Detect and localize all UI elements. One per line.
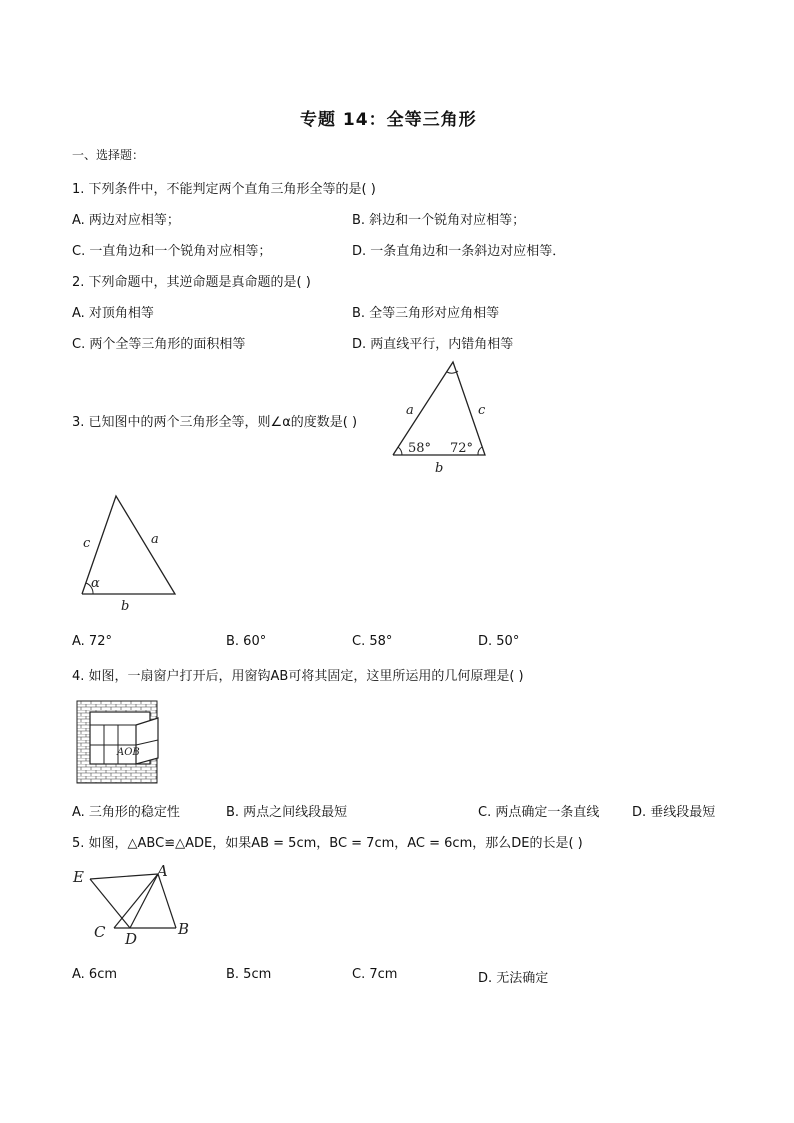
question-1-option-a[interactable]: A. 两边对应相等； — [72, 213, 180, 228]
question-3-option-d[interactable]: D. 50° — [478, 634, 520, 649]
triangle-2-label-a: a — [151, 532, 159, 547]
point-B-label: B — [178, 920, 190, 938]
question-4-option-b[interactable]: B. 两点之间线段最短 — [226, 805, 348, 820]
triangle-figure-2 — [76, 490, 182, 614]
question-5-option-a[interactable]: A. 6cm — [72, 967, 118, 982]
triangle-1-angle-72: 72° — [450, 441, 474, 456]
question-5-option-d[interactable]: D. 无法确定 — [478, 971, 549, 986]
point-E-label: E — [73, 868, 84, 886]
point-C-label: C — [94, 923, 106, 941]
segment-AD — [130, 874, 158, 928]
segment-AC — [114, 874, 158, 928]
segment-ED — [90, 879, 130, 928]
question-5-option-c[interactable]: C. 7cm — [352, 967, 398, 982]
question-5-stem: 5. 如图，△ABC≌△ADE，如果AB = 5cm，BC = 7cm，AC = 6cm，那么DE的长是( ) — [72, 836, 583, 851]
question-3-option-c[interactable]: C. 58° — [352, 634, 393, 649]
segment-AB — [158, 874, 176, 928]
page-title: 专题 14：全等三角形 — [300, 110, 477, 130]
question-3-stem: 3. 已知图中的两个三角形全等，则∠α的度数是( ) — [72, 415, 358, 430]
congruent-triangles-figure — [72, 862, 196, 948]
question-2-option-c[interactable]: C. 两个全等三角形的面积相等 — [72, 337, 246, 352]
question-1-option-d[interactable]: D. 一条直角边和一条斜边对应相等． — [352, 244, 566, 259]
question-4-option-d[interactable]: D. 垂线段最短 — [632, 805, 716, 820]
triangle-2-label-c: c — [83, 536, 91, 551]
section-heading: 一、选择题： — [72, 148, 145, 162]
question-4-option-a[interactable]: A. 三角形的稳定性 — [72, 805, 180, 820]
question-2-option-d[interactable]: D. 两直线平行，内错角相等 — [352, 337, 514, 352]
triangle-1-angle-58: 58° — [408, 441, 432, 456]
question-4-stem: 4. 如图，一扇窗户打开后，用窗钩AB可将其固定，这里所运用的几何原理是( ) — [72, 669, 524, 684]
question-2-stem: 2. 下列命题中，其逆命题是真命题的是( ) — [72, 275, 311, 290]
question-3-option-b[interactable]: B. 60° — [226, 634, 267, 649]
triangle-figure-1 — [388, 358, 492, 478]
triangle-1-label-c: c — [478, 403, 486, 418]
triangle-1-right-angle-arc — [478, 447, 482, 455]
segment-EA — [90, 874, 158, 879]
triangle-1-label-a: a — [406, 403, 414, 418]
point-A-label: A — [157, 862, 168, 880]
question-1-option-b[interactable]: B. 斜边和一个锐角对应相等； — [352, 213, 526, 228]
triangle-1-left-angle-arc — [398, 447, 402, 455]
window-hook-label: AOB — [117, 747, 140, 758]
question-2-option-b[interactable]: B. 全等三角形对应角相等 — [352, 306, 500, 321]
triangle-1-label-b: b — [435, 461, 444, 476]
question-5-option-b[interactable]: B. 5cm — [226, 967, 272, 982]
triangle-2-label-alpha: α — [91, 576, 100, 591]
window-figure — [74, 698, 164, 786]
question-3-option-a[interactable]: A. 72° — [72, 634, 112, 649]
question-2-option-a[interactable]: A. 对顶角相等 — [72, 306, 154, 321]
question-1-option-c[interactable]: C. 一直角边和一个锐角对应相等； — [72, 244, 272, 259]
question-1-stem: 1. 下列条件中，不能判定两个直角三角形全等的是( ) — [72, 182, 376, 197]
question-4-option-c[interactable]: C. 两点确定一条直线 — [478, 805, 600, 820]
point-D-label: D — [125, 930, 138, 948]
triangle-2-label-b: b — [121, 599, 130, 614]
